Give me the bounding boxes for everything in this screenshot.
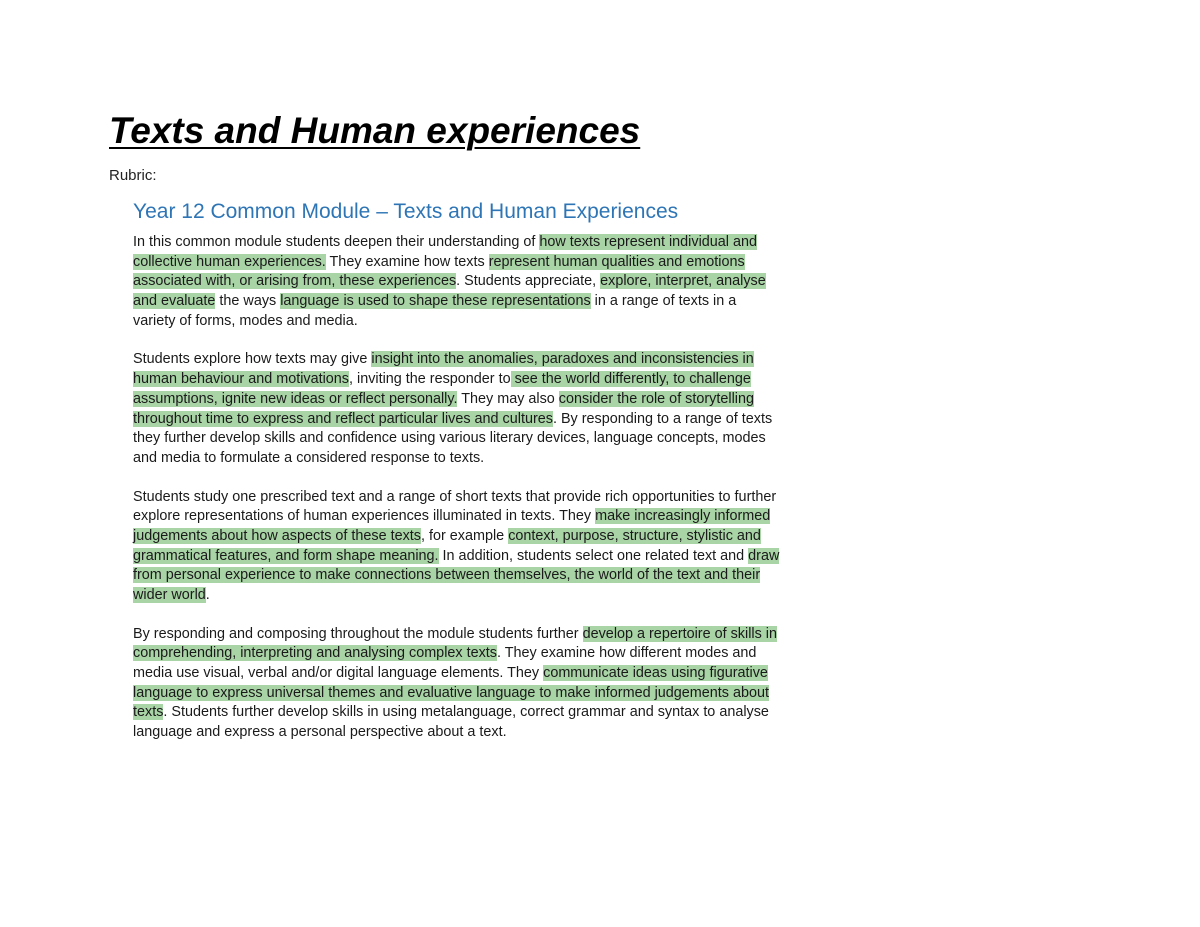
text-line	[133, 566, 813, 586]
text-line	[133, 429, 813, 449]
text-segment: , for example	[421, 527, 509, 544]
highlighted-phrase: grammatical features, and form shape meaning.	[133, 547, 439, 564]
text-segment: . Students appreciate,	[456, 273, 601, 290]
highlighted-phrase: comprehending, interpreting and analysing complex texts	[133, 645, 497, 662]
text-line	[133, 625, 813, 645]
highlighted-phrase: human behaviour and motivations	[133, 371, 349, 388]
highlighted-phrase: draw	[748, 547, 780, 564]
text-line	[133, 272, 813, 292]
highlighted-phrase: language is used to shape these representations	[280, 293, 591, 310]
text-line	[133, 312, 813, 332]
highlighted-phrase: judgements about how aspects of these texts	[133, 527, 421, 544]
highlighted-phrase: communicate ideas using figurative	[543, 665, 768, 682]
document-title: Texts and Human experiences	[109, 110, 641, 151]
text-segment: They examine how texts	[325, 253, 489, 270]
text-segment: . They examine how different modes and	[496, 645, 757, 662]
text-segment: and media to formulate a considered response to texts.	[133, 449, 485, 466]
text-segment: they further develop skills and confidence using various literary devices, language concepts, modes	[133, 430, 766, 447]
text-line	[133, 703, 813, 723]
text-segment: the ways	[215, 293, 281, 310]
text-line	[133, 292, 813, 312]
text-line	[133, 684, 813, 704]
paragraph	[133, 350, 813, 468]
highlighted-phrase: see the world differently, to challenge	[510, 371, 751, 388]
text-segment: language and express a personal perspective about a text.	[133, 724, 507, 741]
highlighted-phrase: wider world	[133, 587, 206, 603]
text-line	[133, 410, 813, 430]
highlighted-phrase: texts	[133, 704, 164, 721]
highlighted-phrase: consider the role of storytelling	[558, 390, 754, 407]
paragraph	[133, 488, 813, 606]
text-line	[133, 449, 813, 469]
text-line	[133, 664, 813, 684]
highlighted-phrase: insight into the anomalies, paradoxes and inconsistencies in	[371, 351, 754, 368]
text-segment: explore representations of human experiences illuminated in texts. They	[133, 508, 596, 525]
text-line	[133, 253, 813, 273]
text-line	[133, 350, 813, 370]
highlighted-phrase: develop a repertoire of skills in	[582, 625, 777, 642]
text-segment: Students explore how texts may give	[133, 351, 372, 368]
highlighted-phrase: represent human qualities and emotions	[488, 253, 745, 270]
text-line	[133, 488, 813, 508]
text-segment: Students study one prescribed text and a range of short texts that provide rich opportunities to further	[133, 488, 777, 505]
module-heading: Year 12 Common Module – Texts and Human Experiences	[133, 200, 679, 223]
text-line	[133, 547, 813, 567]
highlighted-phrase: explore, interpret, analyse	[600, 273, 766, 290]
paragraph	[133, 233, 813, 331]
text-line	[133, 723, 813, 743]
text-line	[133, 527, 813, 547]
text-segment: . Students further develop skills in using metalanguage, correct grammar and syntax to analyse	[163, 704, 769, 721]
module-description	[133, 233, 813, 743]
text-segment: variety of forms, modes and media.	[133, 312, 358, 329]
text-segment: In addition, students select one related text and	[438, 547, 749, 564]
text-line	[133, 507, 813, 527]
text-line	[133, 586, 813, 606]
text-segment: In this common module students deepen their understanding of	[133, 234, 540, 250]
highlighted-phrase: associated with, or arising from, these experiences	[133, 273, 457, 290]
paragraph	[133, 625, 813, 743]
text-segment: in a range of texts in a	[590, 293, 737, 310]
highlighted-phrase: make increasingly informed	[595, 508, 771, 525]
highlighted-phrase: language to express universal themes and evaluative language to make informed judgements about	[133, 684, 769, 701]
highlighted-phrase: collective human experiences.	[133, 253, 326, 270]
highlighted-phrase: assumptions, ignite new ideas or reflect personally.	[133, 390, 458, 407]
rubric-label: Rubric:	[109, 167, 157, 184]
text-segment: media use visual, verbal and/or digital language elements. They	[133, 665, 544, 682]
text-segment: .	[205, 587, 210, 603]
text-line	[133, 233, 813, 253]
rubric-excerpt	[133, 200, 813, 762]
highlighted-phrase: how texts represent individual and	[539, 234, 757, 250]
text-segment: . By responding to a range of texts	[552, 410, 773, 427]
text-segment: By responding and composing throughout the module students further	[133, 625, 583, 642]
text-segment: , inviting the responder to	[349, 371, 511, 388]
highlighted-phrase: context, purpose, structure, stylistic and	[508, 527, 761, 544]
highlighted-phrase: and evaluate	[133, 293, 216, 310]
text-segment: They may also	[457, 390, 559, 407]
text-line	[133, 370, 813, 390]
text-line	[133, 644, 813, 664]
highlighted-phrase: from personal experience to make connections between themselves, the world of the text and their	[133, 567, 761, 584]
text-line	[133, 390, 813, 410]
highlighted-phrase: throughout time to express and reflect particular lives and cultures	[133, 410, 553, 427]
